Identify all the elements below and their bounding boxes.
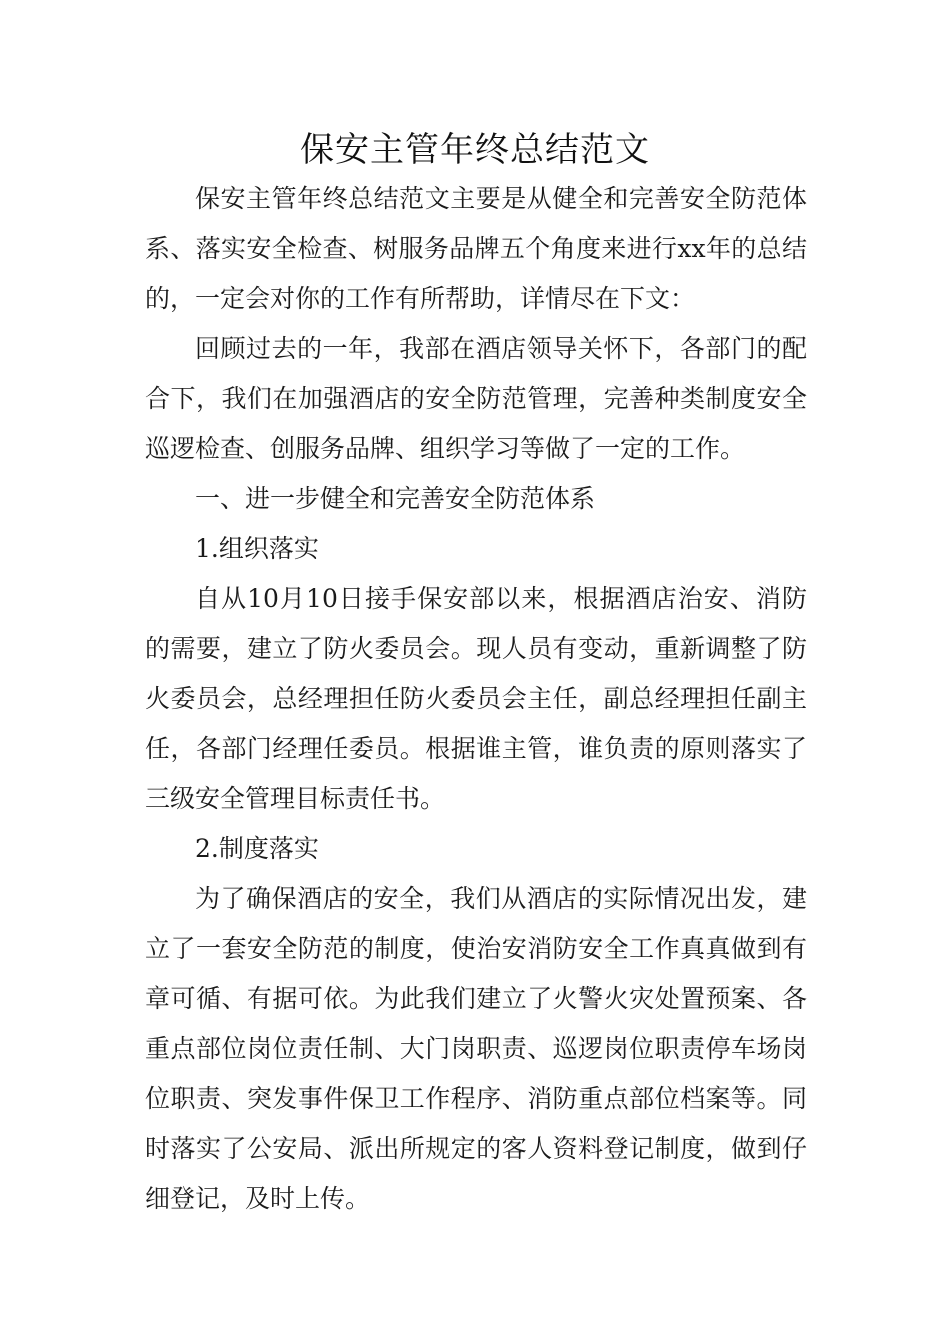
paragraph-organization: 自从10月10日接手保安部以来，根据酒店治安、消防的需要，建立了防火委员会。现人员有变动，重新调整了防火委员会，总经理担任防火委员会主任，副总经理担任副主任，各部门经理任委员。根据谁主管，谁负责的原则落实了三级安全管理目标责任书。 bbox=[145, 584, 807, 813]
paragraph-intro: 保安主管年终总结范文主要是从健全和完善安全防范体系、落实安全检查、树服务品牌五个角度来进行xx年的总结的，一定会对你的工作有所帮助，详情尽在下文： bbox=[145, 184, 807, 313]
document-body bbox=[145, 174, 807, 1224]
document-title: 保安主管年终总结范文 bbox=[300, 130, 650, 170]
subheading-organization: 1.组织落实 bbox=[195, 534, 319, 563]
paragraph-system: 为了确保酒店的安全，我们从酒店的实际情况出发，建立了一套安全防范的制度，使治安消防安全工作真真做到有章可循、有据可依。为此我们建立了火警火灾处置预案、各重点部位岗位责任制、大门岗职责、巡逻岗位职责停车场岗位职责、突发事件保卫工作程序、消防重点部位档案等。同时落实了公安局、派出所规定的客人资料登记制度，做到仔细登记，及时上传。 bbox=[145, 884, 807, 1213]
subheading-system: 2.制度落实 bbox=[195, 834, 319, 863]
section-heading-1: 一、进一步健全和完善安全防范体系 bbox=[195, 484, 596, 513]
paragraph-review: 回顾过去的一年，我部在酒店领导关怀下，各部门的配合下，我们在加强酒店的安全防范管理，完善种类制度安全巡逻检查、创服务品牌、组织学习等做了一定的工作。 bbox=[145, 334, 807, 463]
